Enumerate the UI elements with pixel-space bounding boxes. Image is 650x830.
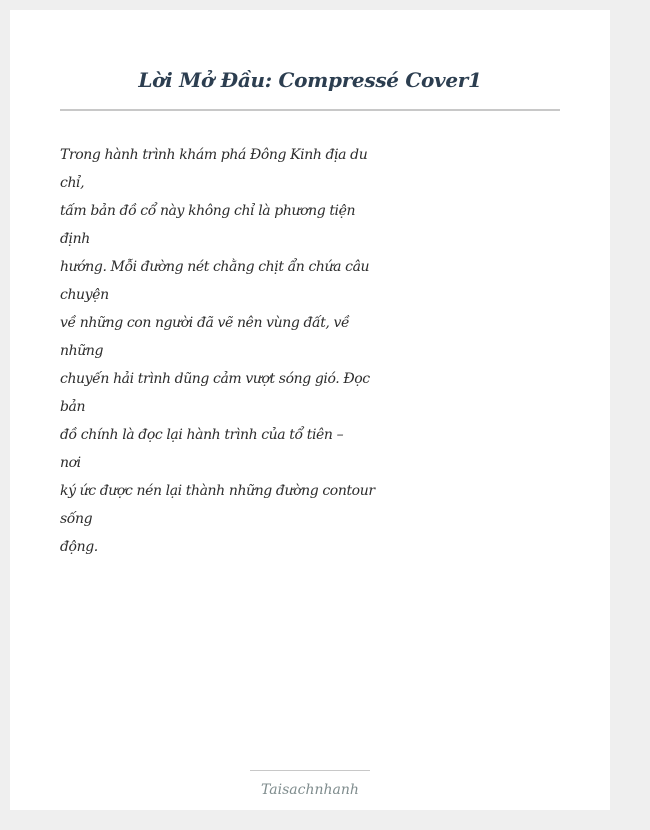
- body-line: về những con người đã vẽ nên vùng đất, về: [60, 315, 350, 331]
- body-line: sống: [60, 511, 93, 527]
- body-paragraph: [60, 141, 375, 561]
- body-line: Trong hành trình khám phá Đông Kinh địa du: [60, 147, 368, 163]
- body-line: định: [60, 231, 90, 247]
- body-line: chuyện: [60, 287, 109, 303]
- body-line: hướng. Mỗi đường nét chằng chịt ẩn chứa câu: [60, 259, 370, 275]
- document-page: [10, 10, 610, 810]
- body-line: nơi: [60, 455, 81, 471]
- title-divider: [60, 109, 560, 111]
- body-line: những: [60, 343, 104, 359]
- body-line: chỉ,: [60, 175, 85, 191]
- body-line: tấm bản đồ cổ này không chỉ là phương tiện: [60, 203, 356, 219]
- footer-brand: Taisachnhanh: [261, 782, 359, 798]
- page-title: Lời Mở Đầu: Compressé Cover1: [138, 68, 482, 92]
- footer-divider: [250, 770, 370, 771]
- body-line: bản: [60, 399, 86, 415]
- body-line: chuyến hải trình dũng cảm vượt sóng gió. Đọc: [60, 371, 370, 387]
- body-line: ký ức được nén lại thành những đường contour: [60, 483, 375, 499]
- body-line: đồ chính là đọc lại hành trình của tổ tiên –: [60, 427, 344, 443]
- body-line: động.: [60, 539, 98, 555]
